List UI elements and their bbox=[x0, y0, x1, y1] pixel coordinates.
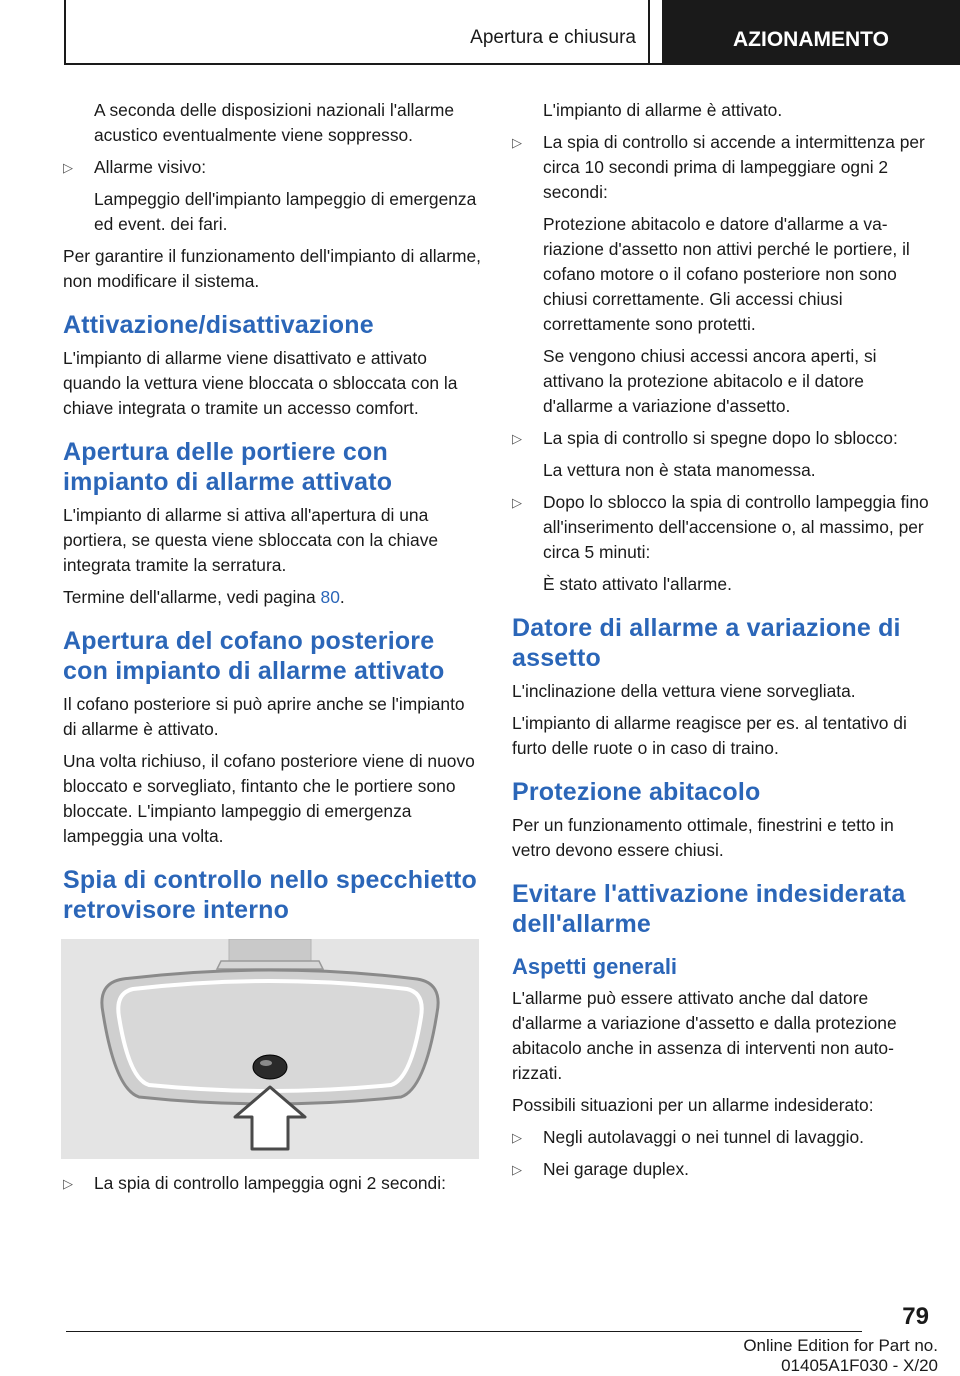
list-item-off bbox=[512, 426, 930, 483]
paragraph-interior: Per un funzionamento ottimale, finestrini e tetto in vetro devono essere chiusi. bbox=[512, 815, 894, 860]
list-item-detail: È stato attivato l'allarme. bbox=[543, 574, 732, 594]
paragraph-situations: Possibili situazioni per un allarme indesiderato: bbox=[512, 1095, 874, 1115]
heading-mirror: Spia di controllo nello specchietto retrovisore interno bbox=[63, 866, 477, 924]
paragraph-general: L'allarme può essere attivato anche dal datore d'allarme a variazione d'assetto e dalla protezione abitacolo anche in assenza di interventi non autorizzati. bbox=[512, 988, 897, 1083]
rearview-mirror-illustration bbox=[61, 939, 479, 1159]
heading-doors: Apertura delle portiere con impianto di allarme attivato bbox=[63, 438, 393, 496]
right-column bbox=[512, 98, 930, 1189]
triangle-bullet-icon: ▷ bbox=[512, 1130, 522, 1145]
section-title: Apertura e chiusura bbox=[470, 27, 636, 48]
triangle-bullet-icon: ▷ bbox=[512, 495, 522, 510]
list-item-car-wash bbox=[512, 1125, 930, 1150]
reference-suffix: . bbox=[339, 587, 345, 607]
paragraph-alarm-end bbox=[63, 585, 481, 610]
header-divider-middle bbox=[648, 0, 650, 65]
footer-rule bbox=[66, 1331, 862, 1332]
heading-interior: Protezione abitacolo bbox=[512, 778, 761, 806]
triangle-bullet-icon: ▷ bbox=[512, 431, 522, 446]
list-item-label: La spia di controllo si spegne dopo lo sblocco: bbox=[543, 428, 898, 448]
paragraph-activation: L'impianto di allarme viene disattivato e attivato quando la vettura viene bloccata o sbloccata con la chiave integrata o tramite un accesso comfort. bbox=[63, 348, 458, 418]
list-item-label: La spia di controllo lampeggia ogni 2 secondi: bbox=[94, 1173, 446, 1193]
heading-activation: Attivazione/disattivazione bbox=[63, 311, 374, 339]
chapter-title: AZIONAMENTO bbox=[733, 28, 889, 51]
paragraph-tailgate-2: Una volta richiuso, il cofano posteriore viene di nuovo bloccato e sorvegliato, fintanto che le portiere sono bloccate. L'impianto lampeggio di emergenza lampeggia una volta. bbox=[63, 751, 475, 846]
triangle-bullet-icon: ▷ bbox=[63, 160, 73, 175]
header-divider-left bbox=[64, 0, 66, 65]
paragraph-intro: A seconda delle disposizioni nazionali l'allarme acustico eventualmente viene soppresso. bbox=[94, 100, 455, 145]
heading-tailgate: Apertura del cofano posteriore con impianto di allarme attivato bbox=[63, 627, 445, 685]
list-item-after-unlock bbox=[512, 490, 930, 597]
list-item-visual-alarm bbox=[63, 155, 481, 237]
list-item-detail: Se vengono chiusi accessi ancora aperti, si attivano la protezione abitacolo e il datore d'allarme a variazione d'assetto. bbox=[543, 346, 877, 416]
list-item-blink bbox=[512, 130, 930, 419]
page-reference-link[interactable]: 80 bbox=[320, 587, 340, 607]
list-item-label: La spia di controllo si accende a intermittenza per circa 10 secondi prima di lampeggiare ogni 2 secondi: bbox=[543, 132, 925, 202]
list-item-label: Dopo lo sblocco la spia di controllo lampeggia fino all'inserimento dell'accensione o, al massimo, per circa 5 minuti: bbox=[543, 492, 929, 562]
heading-tilt-sensor: Datore di allarme a variazione di assetto bbox=[512, 614, 901, 672]
triangle-bullet-icon: ▷ bbox=[512, 1162, 522, 1177]
subheading-general: Aspetti generali bbox=[512, 954, 678, 979]
list-item-garage bbox=[512, 1157, 930, 1182]
list-item-detail: Lampeggio dell'impianto lampeggio di emergenza ed event. dei fari. bbox=[94, 189, 477, 234]
chapter-tab bbox=[662, 0, 960, 64]
heading-avoid: Evitare l'attivazione indesiderata dell'allarme bbox=[512, 880, 906, 938]
list-item-detail: Protezione abitacolo e datore d'allarme a variazione d'assetto non attivi perché le portiere, il cofano motore o il cofano posteriore non sono chiusi correttamente. Gli accessi chiusi correttamente sono protetti. bbox=[543, 214, 910, 334]
paragraph-armed: L'impianto di allarme è attivato. bbox=[543, 100, 783, 120]
triangle-bullet-icon: ▷ bbox=[63, 1176, 73, 1191]
reference-text: Termine dell'allarme, vedi pagina bbox=[63, 587, 321, 607]
left-column bbox=[63, 98, 481, 1203]
list-item-label: Nei garage duplex. bbox=[543, 1159, 689, 1179]
mirror-icon bbox=[61, 939, 479, 1159]
paragraph-doors: L'impianto di allarme si attiva all'apertura di una portiera, se questa viene sbloccata con la chiave integrata tramite la serratura. bbox=[63, 505, 439, 575]
list-item-label: Negli autolavaggi o nei tunnel di lavaggio. bbox=[543, 1127, 864, 1147]
paragraph-modify: Per garantire il funzionamento dell'impianto di allarme, non modificare il sistema. bbox=[63, 246, 482, 291]
paragraph-tailgate-1: Il cofano posteriore si può aprire anche se l'impianto di allarme è attivato. bbox=[63, 694, 465, 739]
triangle-bullet-icon: ▷ bbox=[512, 135, 522, 150]
list-item-label: Allarme visivo: bbox=[94, 157, 207, 177]
paragraph-tilt-2: L'impianto di allarme reagisce per es. al tentativo di furto delle ruote o in caso di traino. bbox=[512, 713, 907, 758]
list-item-flash bbox=[63, 1171, 481, 1196]
list-item-detail: La vettura non è stata manomessa. bbox=[543, 460, 816, 480]
edition-text: Online Edition for Part no. 01405A1F030 - X/20 bbox=[743, 1336, 938, 1375]
page-number: 79 bbox=[902, 1303, 929, 1330]
paragraph-tilt-1: L'inclinazione della vettura viene sorvegliata. bbox=[512, 681, 856, 701]
